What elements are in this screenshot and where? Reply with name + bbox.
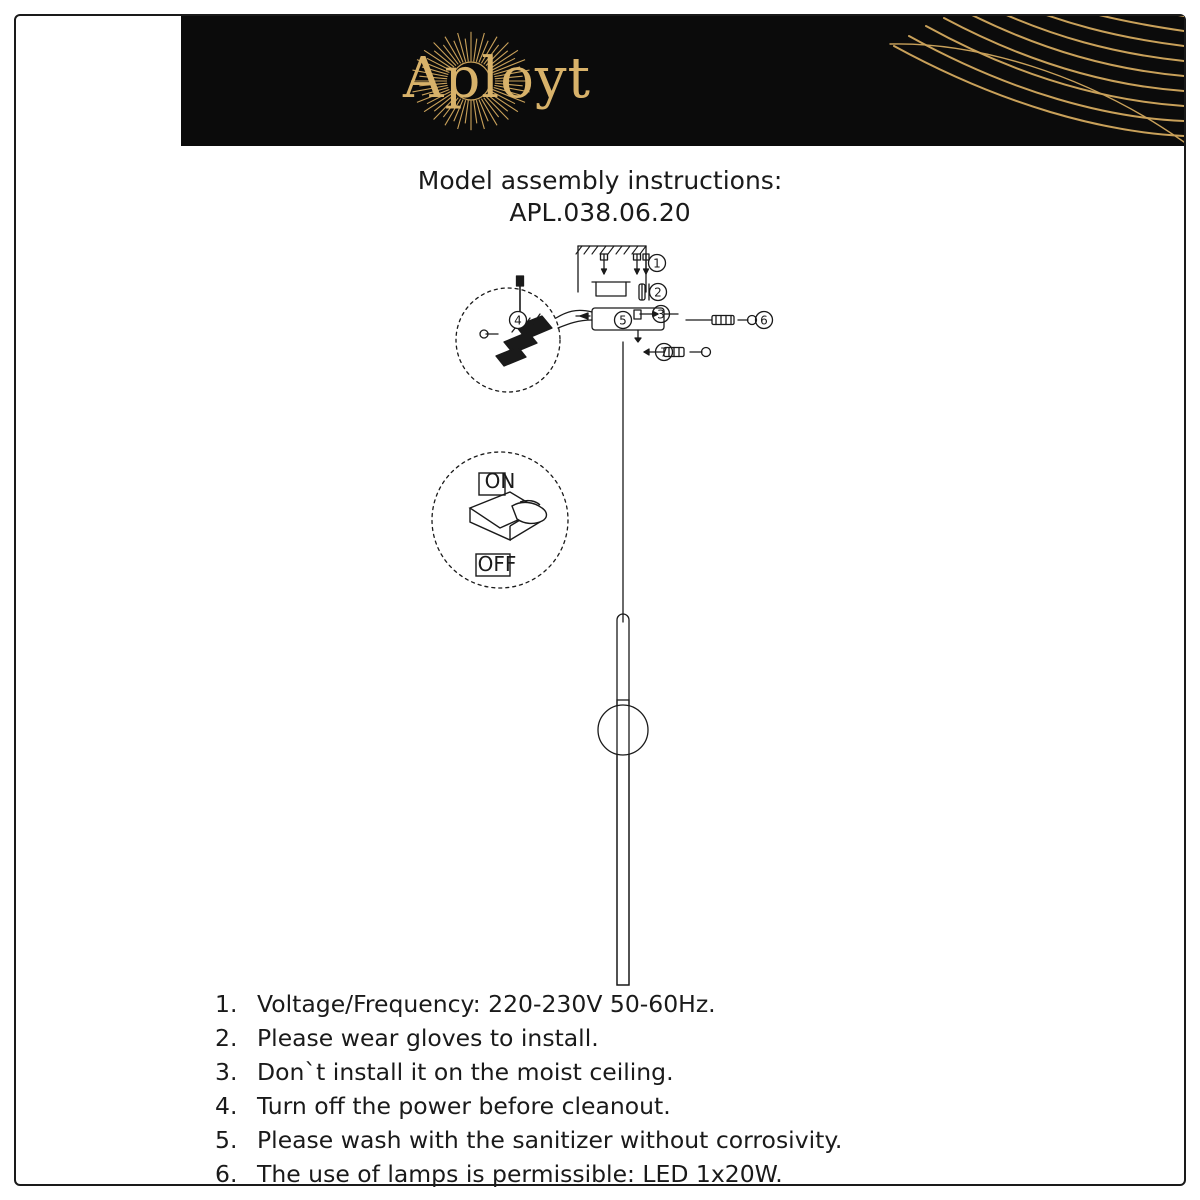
note-text: Please wear gloves to install. bbox=[257, 1024, 599, 1052]
page-title bbox=[0, 165, 1200, 229]
switch-off-label: OFF bbox=[477, 552, 517, 576]
brand-name: Aployt bbox=[403, 46, 592, 111]
palm-fan-icon bbox=[854, 16, 1184, 146]
callout-6: 6 bbox=[760, 313, 768, 328]
note-text: Turn off the power before cleanout. bbox=[257, 1092, 671, 1120]
note-number: 3. bbox=[215, 1058, 238, 1086]
model-code: APL.038.06.20 bbox=[509, 198, 691, 227]
list-item bbox=[215, 1158, 1115, 1191]
note-number: 6. bbox=[215, 1160, 238, 1188]
note-number: 1. bbox=[215, 990, 238, 1018]
list-item bbox=[215, 1022, 1115, 1055]
callout-4: 4 bbox=[514, 313, 522, 328]
safety-notes-list bbox=[215, 988, 1115, 1192]
assembly-diagram bbox=[0, 230, 1200, 990]
brand-banner bbox=[181, 16, 1184, 146]
instructions-title: Model assembly instructions: bbox=[417, 166, 783, 195]
list-item bbox=[215, 988, 1115, 1021]
note-number: 2. bbox=[215, 1024, 238, 1052]
switch-on-label: ON bbox=[484, 469, 516, 493]
note-number: 4. bbox=[215, 1092, 238, 1120]
callout-2: 2 bbox=[654, 285, 662, 300]
note-text: The use of lamps is permissible: LED 1x20W. bbox=[257, 1160, 783, 1188]
note-text: Don`t install it on the moist ceiling. bbox=[257, 1058, 674, 1086]
list-item bbox=[215, 1124, 1115, 1157]
callout-1: 1 bbox=[653, 256, 661, 271]
note-text: Voltage/Frequency: 220-230V 50-60Hz. bbox=[257, 990, 716, 1018]
note-number: 5. bbox=[215, 1126, 238, 1154]
list-item bbox=[215, 1056, 1115, 1089]
callout-5: 5 bbox=[619, 313, 627, 328]
note-text: Please wash with the sanitizer without corrosivity. bbox=[257, 1126, 843, 1154]
callout-7: 7 bbox=[660, 345, 668, 360]
list-item bbox=[215, 1090, 1115, 1123]
callout-3: 3 bbox=[657, 307, 665, 322]
